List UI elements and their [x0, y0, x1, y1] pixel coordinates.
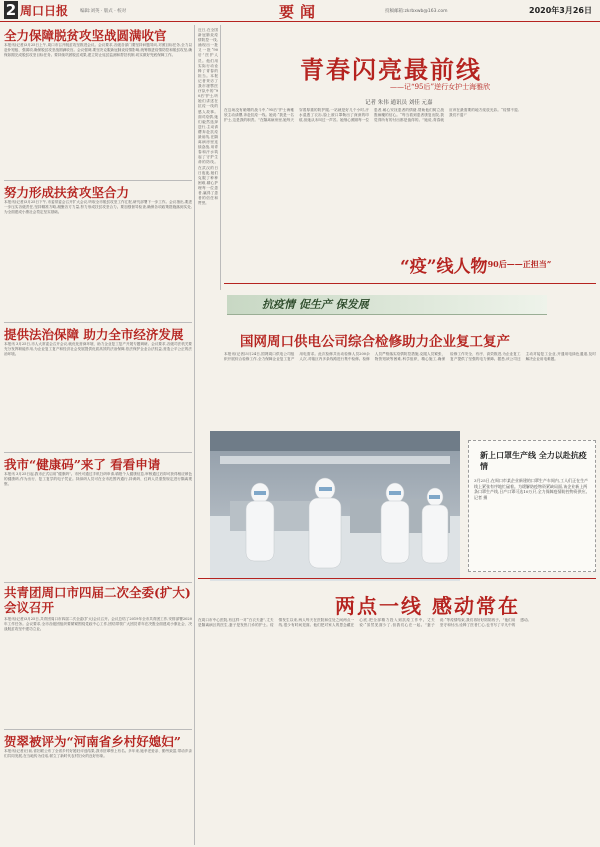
feature-byline: 记者 朱伟 通讯员 刘佳 元嘉: [365, 100, 433, 106]
news-5-body: 本报讯(记者)3月25日,共青团周口市四届二次全委(扩大)会议召开。会议总结了2019年全市共青团工作,安排部署2020年工作任务。会议要求,全市各级团组织要紧紧围绕党政中心工作,团结带领广大团员青年在决胜全面建成小康社会、决战脱贫攻坚中建功立业。: [4, 617, 192, 632]
article-3-title: 两点一线 感动常在: [335, 594, 520, 618]
section-title: 要闻: [278, 3, 321, 21]
column-rule-left: [194, 25, 195, 845]
divider: [4, 322, 192, 323]
banner-title: 抗疫情 促生产 保发展: [262, 298, 369, 311]
news-4-body: 本报讯 3月25日起,我市正式启用“健康码”。市民可通过手机扫码申请,填报个人健康信息,审核通过后即可获得相应颜色的健康码,作为出行、复工复学的电子凭证。持绿码人员可在全市范围内通行,持黄码、红码人员需按规定进行隔离观察。: [4, 472, 192, 487]
news-3-title: 提供法治保障 助力全市经济发展: [4, 327, 184, 342]
news-6-title: 贺翠被评为“河南省乡村好媳妇”: [4, 734, 181, 749]
masthead-info-email: 投稿邮箱:zkrbxwb@163.com: [385, 9, 448, 14]
news-1-title: 全力保障脱贫攻坚战圆满收官: [4, 28, 167, 43]
feature-badge: “疫”线人物: [400, 257, 488, 277]
news-6-body: 本报讯(记者)日前,省妇联公布了全省乡村好媳妇评选结果,我市贺翠榜上有名。多年来,她孝老爱亲、勤劳致富,带动乡亲们共同发展,在当地传为佳话,树立了新时代农村妇女的良好形象。: [4, 749, 192, 759]
mid-column-body: 近日,在全国新冠肺炎疫情防控一线,涌现出一批又一批“90后”医护人员。他们用实际行动诠释了青春的担当。本报记者采访了我市援鄂医疗队中的“90后”护士,听她们讲述在抗疫一线的感人故事。面对疫情,她们毅然选择逆行,主动请缨奔赴抗疫最前线,在隔离病房里连续奋战,用青春和汗水筑起了守护生命的防线。在武汉的日日夜夜,她们克服了种种困难,精心护理每一位患者,赢得了患者的信任和赞誉。: [198, 28, 218, 206]
divider: [198, 578, 596, 579]
feature-badge-sub: “90后——正担当”: [483, 259, 552, 269]
article-2-body: 本报讯(记者)3月24日,国网周口供电公司组织开展综合检修工作,全力保障企业复工复产用电需求。此次检修共出动检修人员200余人次,对辖区内多条线路进行集中检修。检修人员严格落实疫情防控措施,克服人员紧张、物资短缺等困难,科学组织、精心施工,确保检修工作安全、有序、高效推进,为企业复工复产提供了坚强的电力保障。据悉,该公司还主动对接复工企业,开通用电绿色通道,及时解决企业用电难题。: [224, 352, 596, 362]
news-1-body: 本报讯(记者)3月25日上午,周口市召开脱贫攻坚推进会议。会议要求,各级各部门要坚持问题导向,对照目标任务,全力以赴补短板、强弱项,确保脱贫攻坚战圆满收官。会议强调,要坚决克服新冠肺炎疫情影响,统筹推进疫情防控和脱贫攻坚,确保如期完成脱贫攻坚目标任务。要持续巩固脱贫成果,建立防止返贫监测和帮扶机制,切实做好兜底保障工作。: [4, 43, 192, 58]
feature-body: 在这场没有硝烟的战斗中,“95后”护士海雅欣主动请缨,奔赴抗疫一线。她说:“我是一名护士,这是我的职责。”在隔离病房里,她每天穿着厚重的防护服,一站就是好几个小时,汗水湿透了衣衫,脸上被口罩勒出了深深的印痕,但她从未叫过一声苦。她细心照顾每一位患者,耐心安抚患者的情绪,帮助他们树立战胜病魔的信心。“每当看到患者康复出院,我觉得所有的付出都是值得的。”她说,青春就应该在最需要的地方绽放光彩。“疫情不退,我们不退!”: [224, 108, 519, 123]
news-3-body: 本报讯 3月25日,市人大常委会召开会议,就优化营商环境、助力企业复工复产开展专题调研。会议要求,各级司法机关要充分发挥职能作用,为企业复工复产和经济社会发展提供优质高效的法治保障,依法保护企业合法权益,营造公平公正的法治环境。: [4, 342, 192, 357]
photo-caption-title: 新上口罩生产线 全力以赴抗疫情: [480, 450, 587, 471]
divider: [4, 180, 192, 181]
divider: [4, 582, 192, 583]
divider: [4, 452, 192, 453]
feature-title: 青春闪亮最前线: [300, 55, 482, 84]
issue-date: 2020年3月26日: [529, 6, 592, 15]
news-4-title: 我市“健康码”来了 看看申请: [4, 457, 161, 472]
news-2-title: 努力形成扶贫攻坚合力: [4, 185, 130, 200]
feature-subtitle: ——记“95后”逆行女护士海雅欣: [390, 83, 491, 91]
news-2-body: 本报讯(记者)3月25日下午,市委常委会召开扩大会议,听取全市脱贫攻坚工作汇报,研究部署下一步工作。会议指出,要进一步压实各级责任,坚持精准方略,凝聚各方力量,努力形成扶贫攻坚合力。要加强督导检查,确保各项政策措施落到实处,为全面建成小康社会奠定坚实基础。: [4, 200, 192, 215]
column-rule-mid: [220, 25, 221, 290]
article-3-body: 在周口市中心医院,有这样一对“白衣夫妻”,丈夫是隔离病区的医生,妻子是发热门诊的护士。疫情发生以来,两人每天在医院和住处之间两点一线,很少有时间见面。他们把对家人的思念藏在心底,把全部精力投入到抗疫工作中。丈夫说:“虽然见面少了,但我们心在一起。”妻子说:“等疫情结束,我们再好好陪陪孩子。”他们用坚守和付出,诠释了医者仁心,也书写了平凡中的感动。: [198, 618, 532, 628]
paper-name: 周口日报: [20, 4, 69, 18]
divider: [224, 283, 596, 284]
left-news-column: [4, 26, 192, 839]
factory-photo-illustration: [210, 431, 460, 581]
photo-caption-text: 3月25日,在周口市某企业新建的口罩生产车间内,工人们正在生产线上紧张有序地忙碌着。为缓解防疫物资紧缺局面,该企业新上两条口罩生产线,日产口罩可达10万只,全力保障疫情防控物资供应。记者 摄: [474, 478, 590, 500]
page-number: 2: [5, 1, 17, 19]
article-2-title: 国网周口供电公司综合检修助力企业复工复产: [240, 334, 510, 350]
factory-photo: [210, 431, 460, 581]
masthead-info-editor: 编辑:刘英 · 版式 · 校对: [80, 9, 127, 14]
news-5-title: 共青团周口市四届二次全委(扩大)会议召开: [4, 585, 191, 615]
divider: [4, 729, 192, 730]
